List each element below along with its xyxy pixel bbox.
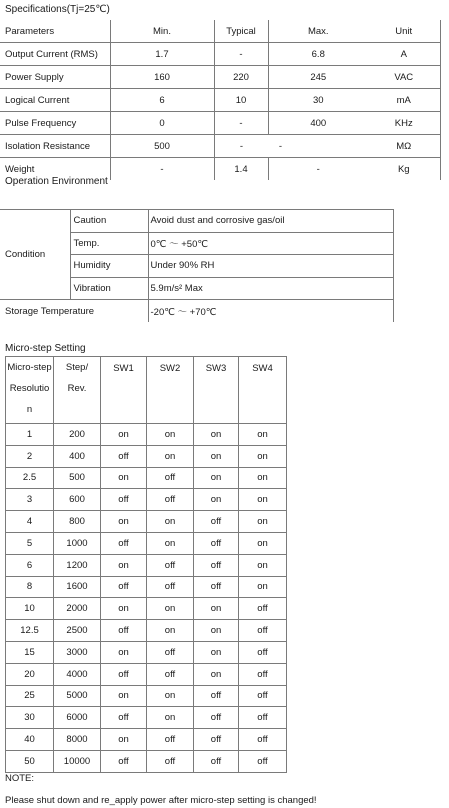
spec-unit: VAC — [368, 66, 440, 89]
sw1-cell: off — [101, 489, 147, 511]
sw3-cell: on — [194, 598, 239, 620]
microstep-row — [6, 467, 287, 489]
sw1-cell: on — [101, 598, 147, 620]
env-value: Avoid dust and corrosive gas/oil — [148, 210, 393, 233]
microstep-body — [6, 424, 287, 773]
sw1-cell: off — [101, 532, 147, 554]
sw2-cell: on — [147, 511, 194, 533]
step-rev-cell: 800 — [54, 511, 101, 533]
specs-header-row — [0, 20, 440, 43]
header-typical: Typical — [214, 20, 268, 43]
microstep-row — [6, 532, 287, 554]
sw3-cell: off — [194, 685, 239, 707]
sw2-cell: on — [147, 532, 194, 554]
spec-typical: 10 — [214, 89, 268, 112]
spec-unit: mA — [368, 89, 440, 112]
spec-param: Weight — [0, 158, 110, 181]
step-rev-cell: 8000 — [54, 729, 101, 751]
microstep-row — [6, 663, 287, 685]
sw1-cell: on — [101, 554, 147, 576]
header-max: Max. — [268, 20, 368, 43]
sw4-cell: off — [239, 707, 287, 729]
resolution-cell: 3 — [6, 489, 54, 511]
sw2-cell: off — [147, 641, 194, 663]
step-rev-cell: 5000 — [54, 685, 101, 707]
sw4-cell: on — [239, 489, 287, 511]
env-value: 0℃ ～ +50℃ — [148, 232, 393, 255]
sw4-cell: off — [239, 598, 287, 620]
storage-row — [0, 300, 393, 322]
sw4-cell: off — [239, 685, 287, 707]
step-rev-cell: 1200 — [54, 554, 101, 576]
sw2-cell: on — [147, 424, 194, 446]
spec-max: - — [278, 140, 283, 152]
header-resolution — [6, 357, 54, 424]
sw2-cell: off — [147, 576, 194, 598]
sw1-cell: off — [101, 663, 147, 685]
env-label: Temp. — [70, 232, 148, 255]
resolution-cell: 25 — [6, 685, 54, 707]
microstep-row — [6, 554, 287, 576]
sw4-cell: off — [239, 729, 287, 751]
microstep-row — [6, 707, 287, 729]
resolution-cell: 30 — [6, 707, 54, 729]
sw1-cell: off — [101, 445, 147, 467]
spec-typical: - — [214, 43, 268, 66]
step-rev-cell: 6000 — [54, 707, 101, 729]
microstep-row — [6, 685, 287, 707]
sw2-cell: off — [147, 750, 194, 772]
step-rev-cell: 2000 — [54, 598, 101, 620]
spec-unit: Kg — [368, 158, 440, 181]
microstep-row — [6, 424, 287, 446]
microstep-row — [6, 729, 287, 751]
spec-min: 500 — [110, 135, 214, 158]
specs-title: Specifications(Tj=25℃) — [5, 4, 110, 15]
resolution-cell: 2 — [6, 445, 54, 467]
spec-min: - — [110, 158, 214, 181]
specs-row — [0, 89, 440, 112]
step-rev-cell: 400 — [54, 445, 101, 467]
step-rev-cell: 1000 — [54, 532, 101, 554]
microstep-row — [6, 598, 287, 620]
step-rev-cell: 600 — [54, 489, 101, 511]
sw2-cell: off — [147, 663, 194, 685]
spec-typical: - — [239, 140, 244, 152]
sw1-cell: off — [101, 707, 147, 729]
note-text: Please shut down and re_apply power after micro-step setting is changed! — [5, 795, 317, 806]
microstep-header-row — [6, 357, 287, 424]
sw3-cell: on — [194, 620, 239, 642]
sw3-cell: off — [194, 554, 239, 576]
sw2-cell: off — [147, 467, 194, 489]
microstep-row — [6, 445, 287, 467]
env-label: Caution — [70, 210, 148, 233]
sw1-cell: off — [101, 620, 147, 642]
sw1-cell: on — [101, 424, 147, 446]
spec-max: 400 — [268, 112, 368, 135]
header-sw2: SW2 — [147, 357, 194, 424]
spec-min: 6 — [110, 89, 214, 112]
step-rev-cell: 2500 — [54, 620, 101, 642]
env-label: Vibration — [70, 277, 148, 300]
sw1-cell: on — [101, 729, 147, 751]
specs-row — [0, 66, 440, 89]
spec-unit: KHz — [368, 112, 440, 135]
environment-table — [0, 209, 394, 322]
header-unit: Unit — [368, 20, 440, 43]
sw2-cell: on — [147, 620, 194, 642]
spec-typical: - — [214, 112, 268, 135]
resolution-cell: 12.5 — [6, 620, 54, 642]
spec-max: 245 — [268, 66, 368, 89]
spec-min: 160 — [110, 66, 214, 89]
header-step-line: Rev. — [67, 383, 87, 394]
header-resolution-line: n — [26, 404, 33, 415]
spec-param: Isolation Resistance — [0, 135, 110, 158]
sw1-cell: on — [101, 641, 147, 663]
resolution-cell: 4 — [6, 511, 54, 533]
spec-min: 0 — [110, 112, 214, 135]
spec-typical: 1.4 — [214, 158, 268, 181]
spec-typical-max — [214, 135, 368, 158]
spec-unit: A — [368, 43, 440, 66]
microstep-row — [6, 620, 287, 642]
sw2-cell: on — [147, 685, 194, 707]
sw1-cell: off — [101, 576, 147, 598]
storage-value: -20℃ ～ +70℃ — [148, 300, 393, 322]
microstep-table — [5, 356, 287, 773]
sw3-cell: off — [194, 750, 239, 772]
sw2-cell: off — [147, 729, 194, 751]
resolution-cell: 40 — [6, 729, 54, 751]
spec-typical: 220 — [214, 66, 268, 89]
sw1-cell: off — [101, 750, 147, 772]
sw3-cell: on — [194, 663, 239, 685]
sw4-cell: on — [239, 511, 287, 533]
env-label: Humidity — [70, 255, 148, 278]
note-label: NOTE: — [5, 773, 35, 784]
sw1-cell: on — [101, 511, 147, 533]
microstep-row — [6, 511, 287, 533]
spec-max: - — [316, 163, 320, 175]
resolution-cell: 5 — [6, 532, 54, 554]
sw1-cell: on — [101, 685, 147, 707]
sw4-cell: off — [239, 750, 287, 772]
sw3-cell: off — [194, 511, 239, 533]
sw3-cell: off — [194, 707, 239, 729]
spec-param: Output Current (RMS) — [0, 43, 110, 66]
spec-max: 30 — [268, 89, 368, 112]
step-rev-cell: 3000 — [54, 641, 101, 663]
env-value: 5.9m/s² Max — [148, 277, 393, 300]
step-rev-cell: 4000 — [54, 663, 101, 685]
microstep-row — [6, 489, 287, 511]
sw3-cell: off — [194, 729, 239, 751]
storage-label: Storage Temperature — [0, 300, 148, 322]
sw4-cell: on — [239, 424, 287, 446]
step-rev-cell: 500 — [54, 467, 101, 489]
resolution-cell: 20 — [6, 663, 54, 685]
specs-row — [0, 43, 440, 66]
microstep-row — [6, 641, 287, 663]
sw4-cell: off — [239, 620, 287, 642]
header-parameters: Parameters — [0, 20, 110, 43]
header-min: Min. — [110, 20, 214, 43]
header-step-rev — [54, 357, 101, 424]
condition-label: Condition — [0, 210, 70, 300]
sw4-cell: on — [239, 576, 287, 598]
spec-min: 1.7 — [110, 43, 214, 66]
sw3-cell: on — [194, 424, 239, 446]
header-step-line: Step/ — [65, 362, 89, 373]
env-row — [0, 210, 393, 233]
sw4-cell: on — [239, 467, 287, 489]
resolution-cell: 6 — [6, 554, 54, 576]
resolution-cell: 10 — [6, 598, 54, 620]
sw4-cell: off — [239, 663, 287, 685]
header-sw1: SW1 — [101, 357, 147, 424]
sw2-cell: off — [147, 489, 194, 511]
sw2-cell: on — [147, 707, 194, 729]
env-value: Under 90% RH — [148, 255, 393, 278]
sw3-cell: on — [194, 641, 239, 663]
specs-row — [0, 135, 440, 158]
step-rev-cell: 10000 — [54, 750, 101, 772]
sw3-cell: off — [194, 532, 239, 554]
sw4-cell: on — [239, 532, 287, 554]
sw3-cell: on — [194, 445, 239, 467]
spec-max: 6.8 — [268, 43, 368, 66]
resolution-cell: 8 — [6, 576, 54, 598]
resolution-cell: 15 — [6, 641, 54, 663]
sw4-cell: on — [239, 554, 287, 576]
specifications-table — [0, 20, 441, 180]
resolution-cell: 50 — [6, 750, 54, 772]
spec-param: Power Supply — [0, 66, 110, 89]
header-sw3: SW3 — [194, 357, 239, 424]
resolution-cell: 1 — [6, 424, 54, 446]
specs-row — [0, 112, 440, 135]
microstep-title: Micro-step Setting — [5, 343, 86, 354]
microstep-row — [6, 750, 287, 772]
sw1-cell: on — [101, 467, 147, 489]
sw2-cell: on — [147, 445, 194, 467]
sw2-cell: on — [147, 598, 194, 620]
spec-param: Pulse Frequency — [0, 112, 110, 135]
spec-param: Logical Current — [0, 89, 110, 112]
sw3-cell: on — [194, 467, 239, 489]
resolution-cell: 2.5 — [6, 467, 54, 489]
sw3-cell: off — [194, 576, 239, 598]
header-resolution-line: Micro-step — [7, 362, 52, 373]
step-rev-cell: 1600 — [54, 576, 101, 598]
spec-unit: MΩ — [368, 135, 440, 158]
sw3-cell: on — [194, 489, 239, 511]
step-rev-cell: 200 — [54, 424, 101, 446]
sw2-cell: off — [147, 554, 194, 576]
header-sw4: SW4 — [239, 357, 287, 424]
environment-title: Operation Environment — [5, 176, 108, 187]
sw4-cell: on — [239, 445, 287, 467]
sw4-cell: off — [239, 641, 287, 663]
microstep-row — [6, 576, 287, 598]
header-resolution-line: Resolutio — [9, 383, 50, 394]
